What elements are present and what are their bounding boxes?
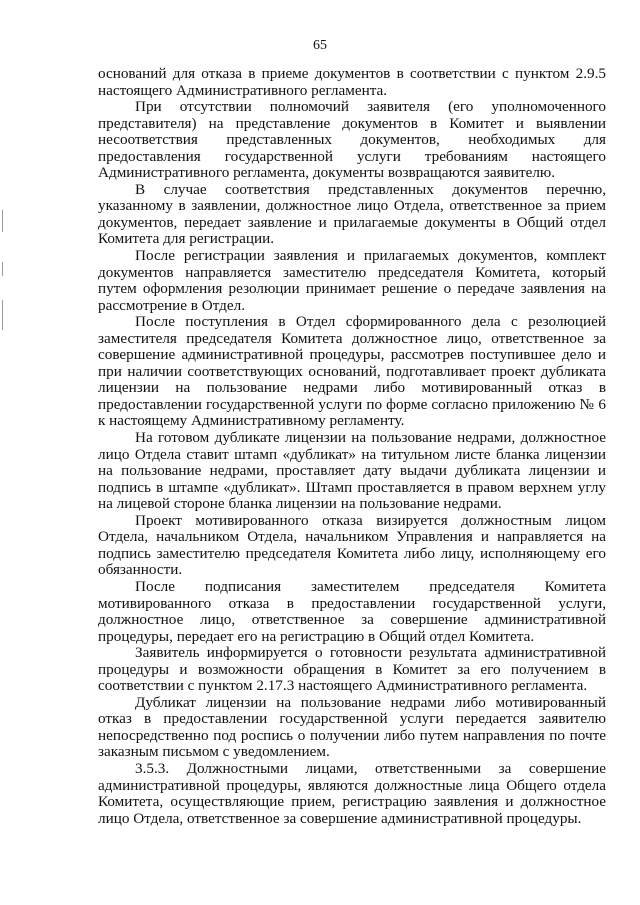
scan-margin-mark	[2, 300, 3, 330]
paragraph: Дубликат лицензии на пользование недрами либо мотивированный отказ в предоставлении государственной услуги передается заявителю непосредственно под роспись о получении либо путем направления по почте заказным письмом с уведомлением.	[98, 693, 606, 761]
paragraph: 3.5.3. Должностными лицами, ответственными за совершение административной процедуры, являются должностные лица Общего отдела Комитета, осуществляющие прием, регистрацию заявления и должностное лицо Отдела, ответственное за совершение административной процедуры.	[98, 759, 606, 827]
page-number: 65	[313, 38, 327, 53]
scan-margin-mark	[2, 262, 3, 276]
paragraph: оснований для отказа в приеме документов в соответствии с пунктом 2.9.5 настоящего Административного регламента.	[98, 65, 606, 99]
scan-margin-mark	[2, 210, 3, 232]
paragraph: После подписания заместителем председателя Комитета мотивированного отказа в предоставлении государственной услуги, должностное лицо, ответственное за совершение административной процедуры, передает его на регистрацию в Общий отдел Комитета.	[98, 577, 606, 645]
paragraph: Заявитель информируется о готовности результата административной процедуры и возможности обращения в Комитет за его получением в соответствии с пунктом 2.17.3 настоящего Административного регламента.	[98, 644, 606, 695]
document-body	[98, 66, 606, 827]
paragraph: Проект мотивированного отказа визируется должностным лицом Отдела, начальником Отдела, начальником Управления и направляется на подпись заместителю председателя Комитета либо лицу, исполняющему его обязанности.	[98, 511, 606, 579]
paragraph: После регистрации заявления и прилагаемых документов, комплект документов направляется заместителю председателя Комитета, который путем оформления резолюции принимает решение о передаче заявления на рассмотрение в Отдел.	[98, 247, 606, 314]
paragraph: В случае соответствия представленных документов перечню, указанному в заявлении, должностное лицо Отдела, ответственное за прием документов, передает заявление и прилагаемые документы в Общий отдел Комитета для регистрации.	[98, 180, 606, 248]
paragraph: При отсутствии полномочий заявителя (его уполномоченного представителя) на представление документов в Комитет и выявлении несоответствия представленных документов, необходимых для предоставления государственной услуги требованиям настоящего Административного регламента, документы возвращаются заявителю.	[98, 98, 606, 182]
paragraph: После поступления в Отдел сформированного дела с резолюцией заместителя председателя Комитета должностное лицо, ответственное за совершение административной процедуры, рассмотрев поступившее дело и при наличии соответствующих оснований, подготавливает проект дубликата лицензии на пользование недрами либо мотивированный отказ в предоставлении государственной услуги по форме согласно приложению № 6 к настоящему Административному регламенту.	[98, 313, 606, 430]
paragraph: На готовом дубликате лицензии на пользование недрами, должностное лицо Отдела ставит штамп «дубликат» на титульном листе бланка лицензии на пользование недрами, проставляет дату выдачи дубликата лицензии и подпись в штампе «дубликат». Штамп проставляется в правом верхнем углу на лицевой стороне бланка лицензии на пользование недрами.	[98, 429, 606, 513]
